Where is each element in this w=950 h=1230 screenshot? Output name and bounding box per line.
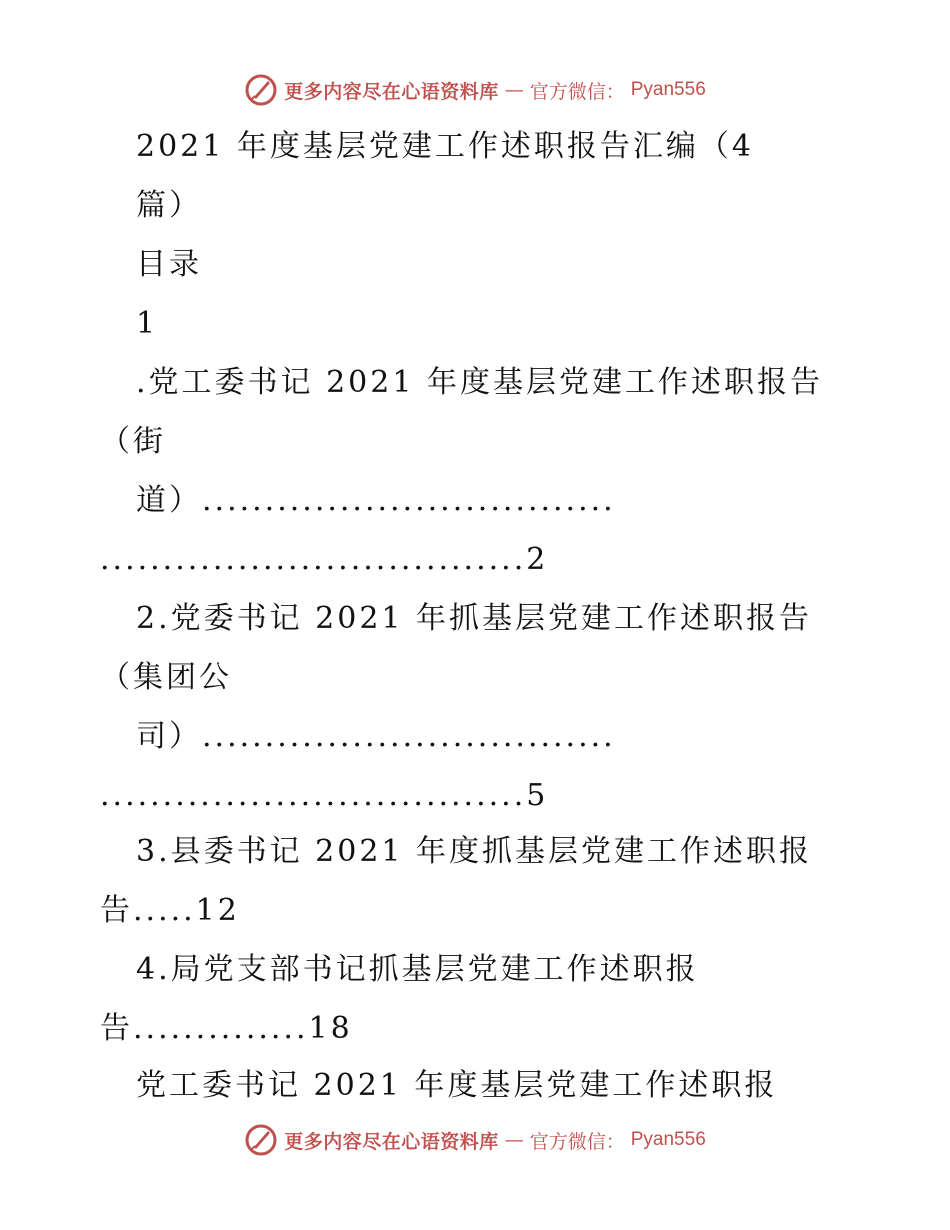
watermark-label: 官方微信： [529, 80, 625, 103]
toc-entry-4-title: 4.局党支部书记抓基层党建工作述职报 [136, 952, 699, 987]
toc-entry-2-leader: 司）................................. [136, 719, 616, 754]
toc-entry-2-title-cont: （集团公 [100, 660, 232, 695]
toc-entry-3-title: 3.县委书记 2021 年度抓基层党建工作述职报 [136, 834, 813, 869]
watermark-label: 官方微信： [529, 1130, 625, 1153]
watermark-handle: Pyan556 [630, 79, 706, 100]
toc-entry-4-page: 告..............18 [100, 1011, 353, 1046]
quill-pen-logo-icon [244, 73, 278, 107]
toc-heading: 目录 [136, 247, 202, 282]
watermark-brand: 更多内容尽在心语资料库 [284, 80, 499, 103]
quill-pen-logo-icon [244, 1123, 278, 1157]
toc-entry-2-page: ..................................5 [100, 778, 549, 813]
watermark-footer [0, 1120, 950, 1160]
toc-entry-3-page: 告.....12 [100, 893, 240, 928]
toc-entry-2-title: 2.党委书记 2021 年抓基层党建工作述职报告 [136, 601, 813, 636]
watermark-separator: — [504, 79, 524, 101]
body-heading: 党工委书记 2021 年度基层党建工作述职报 [136, 1068, 778, 1103]
toc-entry-1-title-cont: （街 [100, 424, 166, 459]
watermark-separator: — [504, 1129, 524, 1151]
watermark-header [0, 70, 950, 110]
watermark-brand: 更多内容尽在心语资料库 [284, 1130, 499, 1153]
doc-title-line-2: 篇） [136, 188, 202, 223]
doc-title-line-1: 2021 年度基层党建工作述职报告汇编（4 [136, 129, 754, 164]
toc-entry-1-number: 1 [136, 306, 159, 341]
toc-entry-1-page: ..................................2 [100, 542, 549, 577]
toc-entry-1-title: .党工委书记 2021 年度基层党建工作述职报告 [136, 365, 823, 400]
toc-entry-1-leader: 道）................................. [136, 483, 616, 518]
watermark-handle: Pyan556 [630, 1129, 706, 1150]
